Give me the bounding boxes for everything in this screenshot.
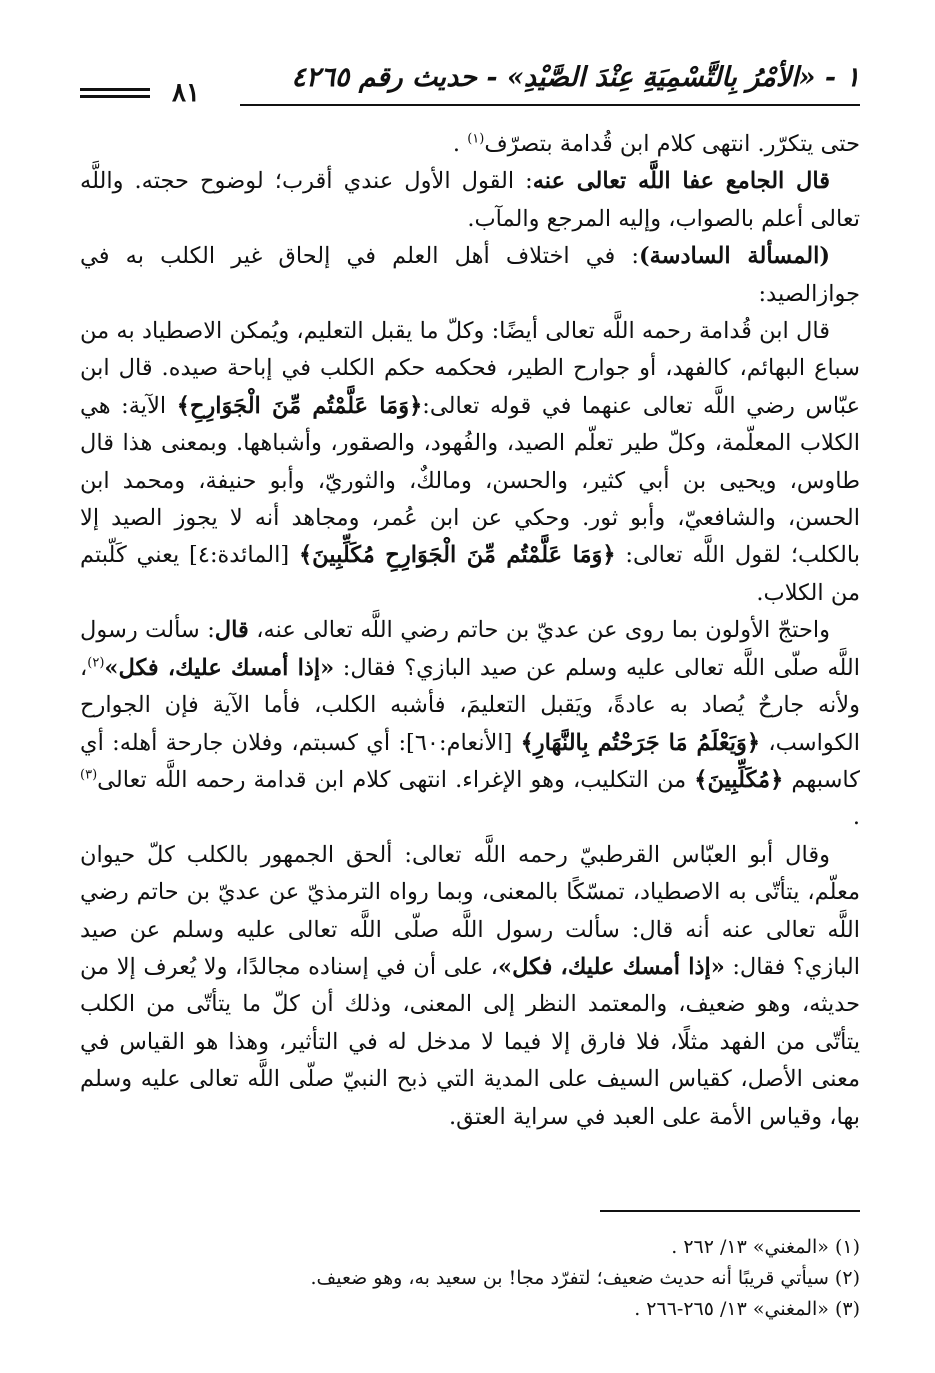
paragraph-4: [80, 313, 860, 612]
text-span: ، على أن في إسناده مجالدًا، ولا يُعرف إلا من حديثه، وهو ضعيف، والمعتمد النظر إلى المعنى، وذلك أن كلّ ما يتأتّى من الكلب يتأتّى من الفهد مثلًا، فلا فارق إلا فيما لا مدخل له في التأثير، وهذا هو القياس في معنى الأصل، كقياس السيف على المدية التي ذبح النبيّ صلّى اللَّه تعالى عليه وسلم بها، وقياس الأمة على العبد في سراية العتق.: [80, 953, 860, 1130]
header-double-rule: [80, 88, 150, 102]
text-span: : القول الأول عندي أقرب؛ لوضوح حجته. واللَّه تعالى أعلم بالصواب، وإليه المرجع والمآب.: [80, 168, 860, 232]
paragraph-5: [80, 612, 860, 836]
quran-quote: ﴿وَمَا عَلَّمْتُم مِّنَ الْجَوَارِحِ﴾: [176, 392, 423, 419]
quran-quote: ﴿مُكَلِّبِينَ﴾: [694, 766, 784, 793]
text-span: حتى يتكرّر. انتهى كلام ابن قُدامة بتصرّف: [484, 131, 860, 157]
text-span: [الأنعام:٦٠]: أي كسبتم، وفلان جارحة أهله: أي كاسبهم: [80, 729, 860, 793]
footnote-3: (٣) «المغني» ١٣/ ٢٦٥-٢٦٦ .: [634, 1298, 860, 1320]
footnotes: [80, 1232, 860, 1325]
hadith-quote: «إذا أمسك عليك، فكل»: [498, 953, 725, 980]
text-span: الآية: هي الكلاب المعلّمة، وكلّ طير تعلّم الصيد، والفُهود، والصقور، وأشباهها. وبمعنى هذا قال طاوس، ويحيى بن أبي كثير، والحسن، ومالكٌ، والثوريّ، وأبو حنيفة، ومحمد ابن الحسن، والشافعيّ، وأبو ثور. وحكي عن ابن عُمر، ومجاهد أنه لا يجوز الصيد إلا بالكلب؛ لقول اللَّه تعالى:: [80, 392, 860, 569]
text-span: .: [452, 131, 461, 157]
compiler-label: قال الجامع عفا اللَّه تعالى عنه: [532, 168, 830, 195]
header-rule: [240, 104, 860, 106]
hadith-quote: «إذا أمسك عليك، فكل»: [104, 654, 335, 681]
footnote-ref-1: (١): [467, 131, 485, 147]
footnote-ref-2: (٢): [87, 655, 105, 671]
footnote-1: (١) «المغني» ١٣/ ٢٦٢ .: [671, 1236, 860, 1258]
header-title: ١ - «الأمْرُ بِالتَّسْمِيَةِ عِنْدَ الصَّيْدِ» - حديث رقم ٤٢٦٥: [291, 62, 860, 93]
text-span: من التكليب، وهو الإغراء. انتهى كلام ابن قدامة رحمه اللَّه تعالى: [97, 766, 695, 793]
quran-quote: ﴿وَيَعْلَمُ مَا جَرَحْتُم بِالنَّهَارِ﴾: [520, 729, 761, 756]
paragraph-6: [80, 837, 860, 1136]
footnote-2: (٢) سيأتي قريبًا أنه حديث ضعيف؛ لتفرّد مجا! بن سعيد به، وهو ضعيف.: [310, 1267, 860, 1289]
text-span: : في اختلاف أهل العلم في إلحاق غير الكلب به في جوازالصيد:: [80, 243, 860, 307]
main-text: [80, 126, 860, 1136]
issue-label: (المسألة السادسة): [638, 243, 831, 270]
text-span: واحتجّ الأولون بما روى عن عديّ بن حاتم رضي اللَّه تعالى عنه،: [248, 617, 830, 644]
paragraph-1: [80, 126, 860, 163]
running-header: [80, 62, 860, 110]
text-span: .: [852, 804, 860, 831]
text-span: وقال أبو العبّاس القرطبيّ رحمه اللَّه تعالى: ألحق الجمهور بالكلب كلّ حيوان معلّم، يتأتّى به الاصطياد، تمسّكًا بالمعنى، وبما رواه الترمذيّ عن عديّ بن حاتم رضي اللَّه تعالى عنه أنه قال: سألت رسول اللَّه صلّى اللَّه تعالى عليه وسلم عن صيد البازي؟ فقال:: [80, 841, 860, 980]
text-span: ، ولأنه جارحٌ يُصاد به عادةً، ويَقبل التعليمَ، فأشبه الكلب، فأما الآية فإن الجوارح الكواسب،: [80, 654, 860, 756]
paragraph-2: [80, 163, 860, 238]
text-span: قال ابن قُدامة رحمه اللَّه تعالى أيضًا: وكلّ ما يقبل التعليم، ويُمكن الاصطياد به من سباع البهائم، كالفهد، أو جوارح الطير، فحكمه حكم الكلب في إباحة صيده. قال ابن عبّاس رضي اللَّه تعالى عنهما في قوله تعالى:: [80, 318, 860, 419]
said-label: قال: [214, 617, 249, 644]
paragraph-3: [80, 238, 860, 313]
footnote-separator: [600, 1210, 860, 1212]
page-number: ٨١: [172, 78, 200, 108]
quran-quote: ﴿وَمَا عَلَّمْتُم مِّنَ الْجَوَارِحِ مُكَلِّبِينَ﴾: [298, 542, 616, 569]
text-span: [المائدة:٤] يعني كَلّبتم من الكلاب.: [80, 542, 860, 606]
footnote-ref-3: (٣): [80, 767, 98, 783]
text-span: : سألت رسول اللَّه صلّى اللَّه تعالى عليه وسلم عن صيد البازي؟ فقال:: [80, 617, 860, 681]
